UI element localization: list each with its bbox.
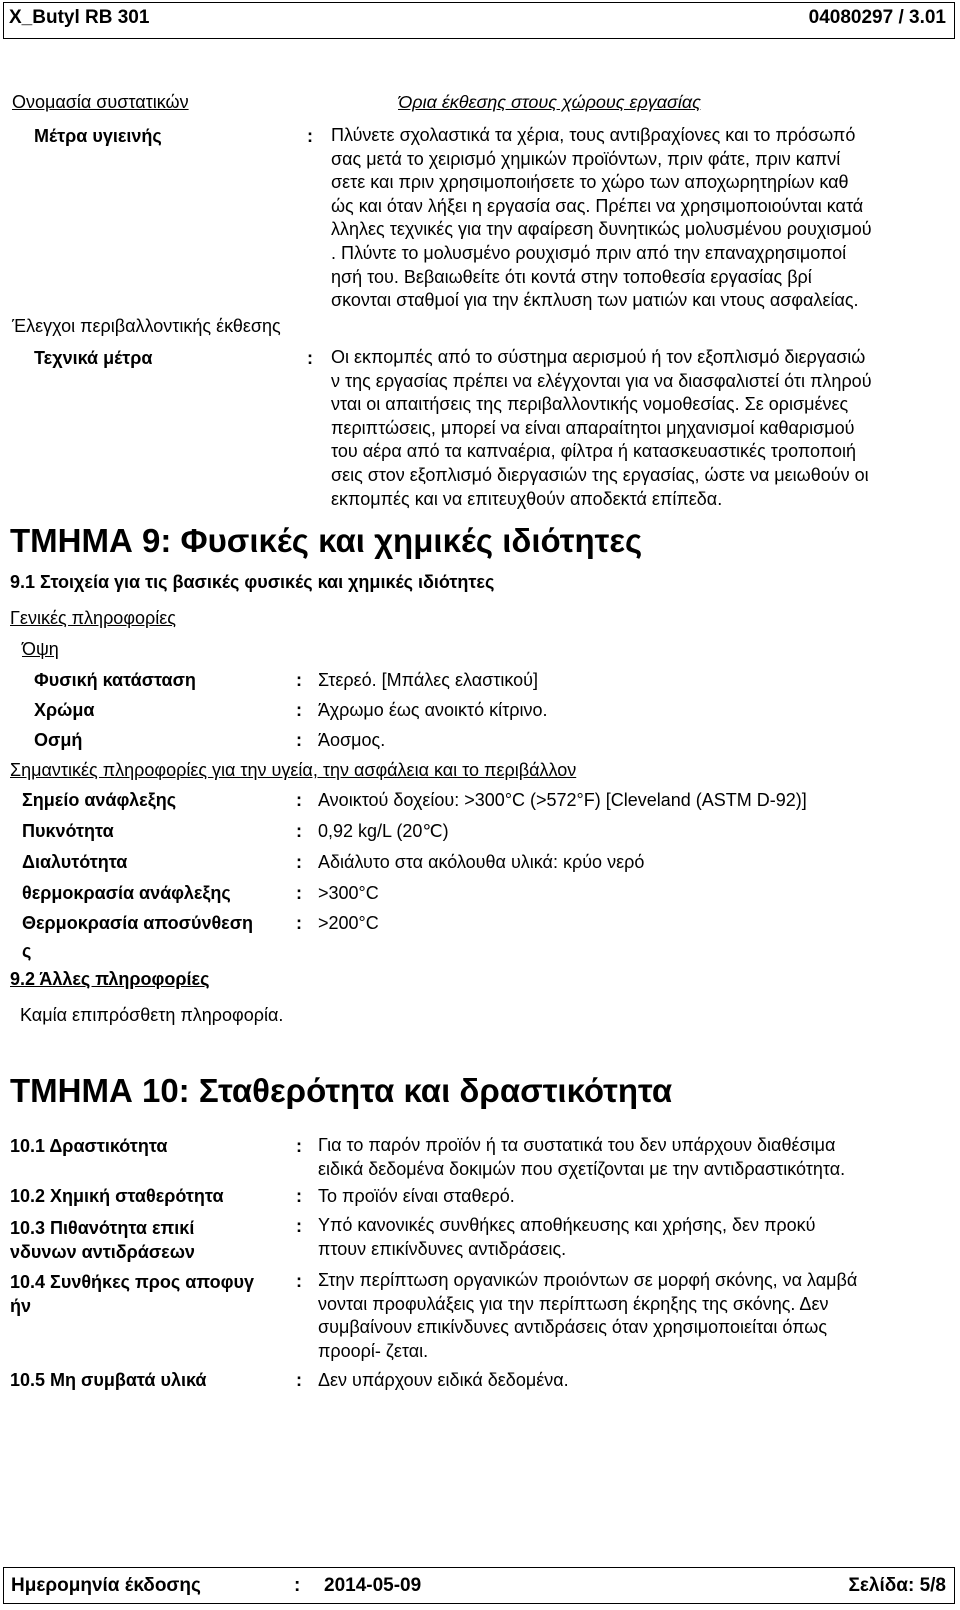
incompatible-materials-label: 10.5 Μη συμβατά υλικά bbox=[10, 1370, 207, 1390]
solubility-label: Διαλυτότητα bbox=[22, 852, 128, 872]
color-value: Άχρωμο έως ανοικτό κίτρινο. bbox=[318, 700, 548, 720]
colon: : bbox=[296, 790, 302, 810]
flash-point-value: Ανοικτού δοχείου: >300°C (>572°F) [Cleveland (ASTM D-92)] bbox=[318, 790, 807, 810]
document-id: 04080297 / 3.01 bbox=[808, 7, 946, 28]
colon: : bbox=[307, 126, 313, 146]
hazardous-reactions-value: Υπό κανονικές συνθήκες αποθήκευσης και χρήσης, δεν προκύ πτουν επικίνδυνες αντιδράσεις. bbox=[318, 1215, 816, 1259]
colon: : bbox=[296, 883, 302, 903]
colon: : bbox=[296, 1186, 302, 1206]
colon: : bbox=[307, 348, 313, 368]
colon: : bbox=[296, 670, 302, 690]
physical-state-value: Στερεό. [Μπάλες ελαστικού] bbox=[318, 670, 538, 690]
decomposition-temp-label: Θερμοκρασία αποσύνθεση bbox=[22, 913, 254, 933]
conditions-to-avoid-value: Στην περίπτωση οργανικών προιόντων σε μορφή σκόνης, να λαμβά νονται προφυλάξεις για την περίπτωση έκρηξης της σκόνης. Δεν συμβαίνουν επικίνδυνες αντιδράσεις όταν χρησιμοποιείται όπως προορί- ζεται. bbox=[318, 1270, 858, 1361]
colon: : bbox=[296, 1136, 302, 1156]
incompatible-materials-value: Δεν υπάρχουν ειδικά δεδομένα. bbox=[318, 1370, 569, 1390]
important-info-heading: Σημαντικές πληροφορίες για την υγεία, την ασφάλεια και το περιβάλλον bbox=[10, 760, 577, 780]
technical-measures-text: Οι εκπομπές από το σύστημα αερισμού ή τον εξοπλισμό διεργασιώ ν της εργασίας πρέπει να ελέγχονται για να διασφαλιστεί ότι πληρού νται οι απαιτήσεις της περιβαλλοντικής νομοθεσίας. Σε ορισμένες περιπτώσεις, μπορεί να είναι απαραίτητοι μηχανισμοί καθαρισμού του αέρα από τα καπναέρια, φίλτρα ή κατασκευαστικές τροποποιή σεις στον εξοπλισμό διεργασιών της εργασίας, ώστε να μειωθούν οι εκπομπές και να επιτευχθούν αποδεκτά επίπεδα. bbox=[331, 347, 872, 509]
reactivity-value: Για το παρόν προϊόν ή τα συστατικά του δεν υπάρχουν διαθέσιμα ειδικά δεδομένα δοκιμών που σχετίζονται με την αντιδραστικότητα. bbox=[318, 1135, 846, 1179]
physical-state-label: Φυσική κατάσταση bbox=[34, 670, 196, 690]
reactivity-label: 10.1 Δραστικότητα bbox=[10, 1136, 168, 1156]
chemical-stability-value: Το προϊόν είναι σταθερό. bbox=[318, 1186, 515, 1206]
ingredient-name-header: Ονομασία συστατικών bbox=[12, 92, 189, 112]
ignition-temp-value: >300°C bbox=[318, 883, 379, 903]
hygiene-text: Πλύνετε σχολαστικά τα χέρια, τους αντιβραχίονες και το πρόσωπό σας μετά το χειρισμό χημικών προϊόντων, πριν φάτε, πριν καπνί σετε και πριν χρησιμοποιήσετε το χώρο των αποχωρητηρίων καθ ώς και όταν λήξει η εργασία σας. Πρέπει να χρησιμοποιούνται κατά λληλες τεχνικές για την αφαίρεση δυνητικώς μολυσμένου ρουχισμού . Πλύντε το μολυσμένο ρουχισμό πριν από την επαναχρησιμοποί ησή του. Βεβαιωθείτε ότι κοντά στην τοποθεσία εργασίας βρί σκονται σταθμοί για την έκπλυση των ματιών και ντους ασφαλείας. bbox=[331, 125, 872, 311]
section-9-1-heading: 9.1 Στοιχεία για τις βασικές φυσικές και χημικές ιδιότητες bbox=[10, 572, 495, 592]
decomposition-temp-label-cont: ς bbox=[22, 941, 32, 961]
flash-point-label: Σημείο ανάφλεξης bbox=[22, 790, 177, 810]
solubility-value: Αδιάλυτο στα ακόλουθα υλικά: κρύο νερό bbox=[318, 852, 645, 872]
no-additional-info: Καμία επιπρόσθετη πληροφορία. bbox=[20, 1005, 284, 1025]
colon: : bbox=[296, 730, 302, 750]
colon: : bbox=[294, 1575, 301, 1596]
technical-measures-label: Τεχνικά μέτρα bbox=[34, 348, 153, 368]
section-10-title: ΤΜΗΜΑ 10: Σταθερότητα και δραστικότητα bbox=[10, 1072, 673, 1109]
odour-value: Άοσμος. bbox=[318, 730, 386, 750]
chemical-stability-label: 10.2 Χημική σταθερότητα bbox=[10, 1186, 224, 1206]
colon: : bbox=[296, 913, 302, 933]
colon: : bbox=[296, 1216, 302, 1236]
odour-label: Οσμή bbox=[34, 730, 83, 750]
page-number: Σελίδα: 5/8 bbox=[848, 1575, 946, 1596]
hazardous-reactions-label: 10.3 Πιθανότητα επικί νδυνων αντιδράσεων bbox=[10, 1218, 195, 1262]
conditions-to-avoid-label: 10.4 Συνθήκες προς αποφυγ ήν bbox=[10, 1272, 254, 1316]
product-name: X_Butyl RB 301 bbox=[9, 7, 150, 28]
general-info-heading: Γενικές πληροφορίες bbox=[10, 608, 176, 628]
ignition-temp-label: θερμοκρασία ανάφλεξης bbox=[22, 883, 231, 903]
hygiene-label: Μέτρα υγιεινής bbox=[34, 126, 162, 146]
decomposition-temp-value: >200°C bbox=[318, 913, 379, 933]
section-9-title: ΤΜΗΜΑ 9: Φυσικές και χημικές ιδιότητες bbox=[10, 522, 643, 559]
density-label: Πυκνότητα bbox=[22, 821, 114, 841]
colon: : bbox=[296, 1370, 302, 1390]
colon: : bbox=[296, 821, 302, 841]
issue-date-label: Ημερομηνία έκδοσης bbox=[11, 1575, 201, 1596]
issue-date-value: 2014-05-09 bbox=[324, 1575, 422, 1596]
colon: : bbox=[296, 1271, 302, 1291]
colon: : bbox=[296, 700, 302, 720]
section-9-2-heading: 9.2 Άλλες πληροφορίες bbox=[10, 969, 210, 989]
exposure-limits-header: Όρια έκθεσης στους χώρους εργασίας bbox=[398, 92, 701, 112]
env-controls-heading: Έλεγχοι περιβαλλοντικής έκθεσης bbox=[12, 316, 281, 336]
colon: : bbox=[296, 852, 302, 872]
density-value: 0,92 kg/L (20℃) bbox=[318, 821, 449, 841]
appearance-heading: Όψη bbox=[22, 639, 59, 659]
color-label: Χρώμα bbox=[34, 700, 95, 720]
